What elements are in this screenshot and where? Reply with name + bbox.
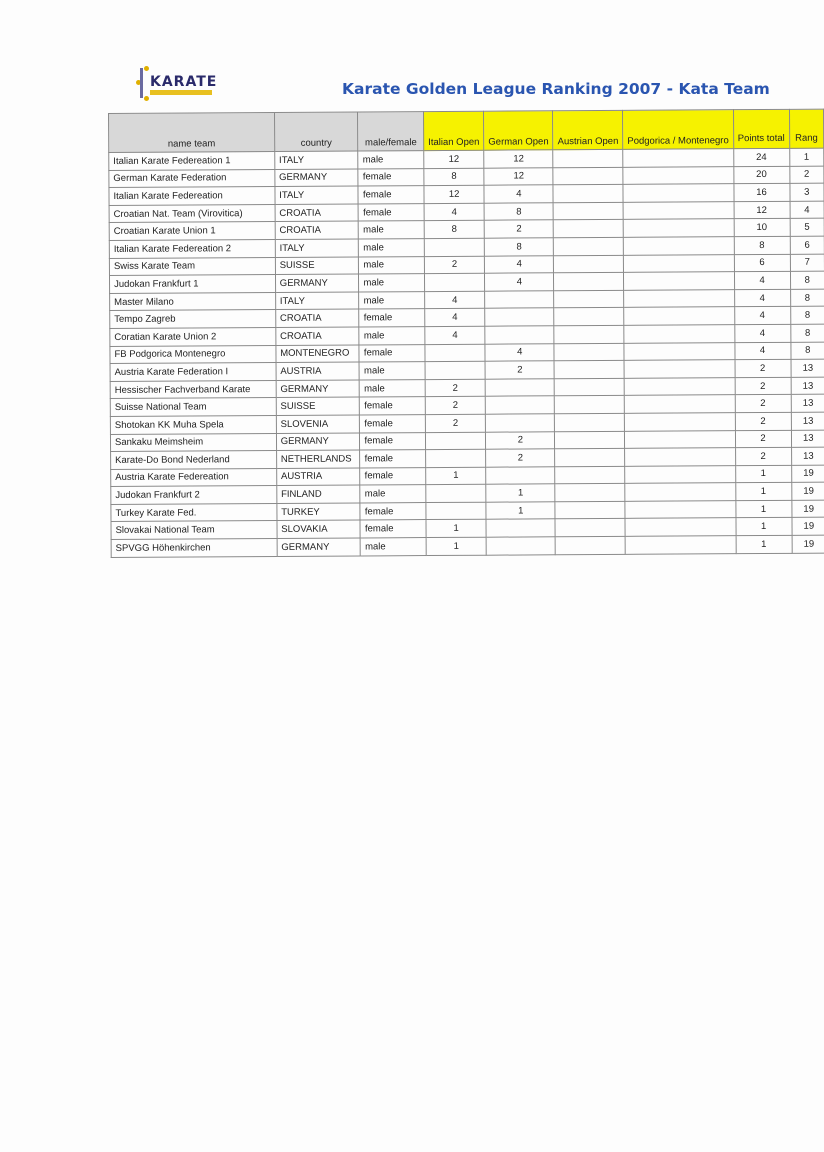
austrian-open-points: [554, 308, 624, 326]
austrian-open-points: [554, 255, 624, 273]
country-cell: AUSTRIA: [276, 362, 360, 380]
country-cell: ITALY: [275, 292, 359, 310]
german-open-points: 1: [486, 484, 555, 502]
italian-open-points: 8: [424, 221, 484, 239]
team-name-cell: Karate-Do Bond Nederland: [111, 451, 277, 470]
team-name-cell: Shotokan KK Muha Spela: [110, 415, 276, 434]
podgorica-points: [624, 272, 735, 290]
country-cell: GERMANY: [276, 380, 360, 398]
header-rank: Rang: [789, 109, 824, 148]
podgorica-points: [625, 465, 736, 483]
country-cell: CROATIA: [275, 221, 359, 239]
italian-open-points: [424, 273, 484, 291]
italian-open-points: [425, 432, 485, 450]
sex-cell: male: [359, 362, 425, 380]
page-title: Karate Golden League Ranking 2007 - Kata Team: [342, 80, 770, 98]
austrian-open-points: [555, 413, 625, 431]
sex-cell: female: [360, 502, 426, 520]
ranking-table: [108, 109, 824, 558]
podgorica-points: [625, 448, 736, 466]
podgorica-points: [624, 377, 735, 395]
podgorica-points: [625, 483, 736, 501]
german-open-points: [486, 466, 555, 484]
podgorica-points: [625, 501, 736, 519]
sex-cell: female: [360, 432, 426, 450]
german-open-points: [486, 414, 555, 432]
austrian-open-points: [555, 519, 625, 537]
italian-open-points: 8: [424, 168, 484, 186]
points-total-cell: 24: [733, 148, 789, 166]
italian-open-points: 1: [426, 467, 486, 485]
italian-open-points: [426, 502, 486, 520]
country-cell: GERMANY: [277, 538, 361, 556]
team-name-cell: Hessischer Fachverband Karate: [110, 380, 276, 399]
german-open-points: 12: [484, 167, 553, 185]
austrian-open-points: [553, 167, 623, 185]
german-open-points: 8: [484, 203, 553, 221]
rank-cell: 8: [790, 342, 824, 360]
austrian-open-points: [554, 220, 624, 238]
sex-cell: female: [360, 414, 426, 432]
team-name-cell: Sankaku Meimsheim: [110, 433, 276, 452]
team-name-cell: Italian Karate Federeation: [109, 187, 275, 206]
italian-open-points: 4: [425, 291, 485, 309]
italian-open-points: 1: [426, 520, 486, 538]
german-open-points: 8: [484, 238, 553, 256]
points-total-cell: 2: [735, 430, 791, 448]
points-total-cell: 2: [735, 447, 791, 465]
italian-open-points: 1: [426, 537, 486, 555]
logo-band: [150, 90, 212, 95]
country-cell: SLOVENIA: [276, 415, 360, 433]
italian-open-points: 4: [425, 309, 485, 327]
italian-open-points: [424, 238, 484, 256]
austrian-open-points: [554, 273, 624, 291]
rank-cell: 19: [791, 500, 824, 518]
points-total-cell: 1: [736, 535, 792, 553]
team-name-cell: German Karate Federation: [109, 169, 275, 188]
podgorica-points: [625, 536, 736, 554]
team-name-cell: SPVGG Höhenkirchen: [111, 539, 277, 558]
team-name-cell: Slovakai National Team: [111, 521, 277, 540]
sex-cell: female: [359, 309, 425, 327]
italian-open-points: [426, 449, 486, 467]
points-total-cell: 2: [735, 377, 791, 395]
austrian-open-points: [555, 378, 625, 396]
points-total-cell: 16: [734, 184, 790, 202]
podgorica-points: [623, 184, 734, 202]
austrian-open-points: [555, 501, 625, 519]
team-name-cell: Italian Karate Federeation 2: [109, 239, 275, 258]
logo-text: KARATE: [150, 74, 218, 90]
points-total-cell: 4: [734, 289, 790, 307]
german-open-points: 2: [486, 431, 555, 449]
country-cell: GERMANY: [275, 274, 359, 292]
austrian-open-points: [555, 431, 625, 449]
rank-cell: 13: [791, 377, 824, 395]
points-total-cell: 2: [735, 359, 791, 377]
podgorica-points: [625, 430, 736, 448]
header-austrian-open: Austrian Open: [553, 110, 623, 149]
rank-cell: 13: [791, 430, 824, 448]
rank-cell: 8: [790, 271, 824, 289]
country-cell: SUISSE: [276, 397, 360, 415]
podgorica-points: [624, 307, 735, 325]
rank-cell: 8: [790, 306, 824, 324]
sex-cell: male: [358, 151, 424, 169]
italian-open-points: 4: [425, 326, 485, 344]
country-cell: TURKEY: [277, 503, 361, 521]
team-name-cell: Judokan Frankfurt 1: [109, 275, 275, 294]
podgorica-points: [624, 325, 735, 343]
german-open-points: [485, 396, 554, 414]
country-cell: SLOVAKIA: [277, 520, 361, 538]
german-open-points: 2: [486, 449, 555, 467]
rank-cell: 6: [790, 236, 824, 254]
sex-cell: male: [359, 291, 425, 309]
table-header-row: [109, 109, 824, 152]
rank-cell: 7: [790, 254, 824, 272]
points-total-cell: 6: [734, 254, 790, 272]
sex-cell: female: [360, 450, 426, 468]
points-total-cell: 4: [734, 307, 790, 325]
country-cell: AUSTRIA: [276, 468, 360, 486]
header-country: country: [274, 112, 358, 152]
points-total-cell: 10: [734, 219, 790, 237]
austrian-open-points: [554, 290, 624, 308]
german-open-points: [485, 326, 554, 344]
sex-cell: male: [359, 327, 425, 345]
austrian-open-points: [554, 343, 624, 361]
austrian-open-points: [555, 448, 625, 466]
podgorica-points: [624, 254, 735, 272]
austrian-open-points: [553, 185, 623, 203]
italian-open-points: [426, 484, 486, 502]
table-row: [111, 535, 824, 557]
rank-cell: 19: [791, 465, 824, 483]
karate-logo: [136, 66, 220, 106]
podgorica-points: [624, 342, 735, 360]
rank-cell: 13: [791, 447, 824, 465]
italian-open-points: [425, 344, 485, 362]
country-cell: ITALY: [274, 151, 358, 169]
team-name-cell: Coratian Karate Union 2: [110, 327, 276, 346]
sex-cell: male: [359, 256, 425, 274]
sex-cell: female: [360, 397, 426, 415]
header-german-open: German Open: [484, 111, 553, 150]
austrian-open-points: [553, 202, 623, 220]
german-open-points: [485, 291, 554, 309]
team-name-cell: Austria Karate Federeation: [111, 468, 277, 487]
italian-open-points: [425, 361, 485, 379]
header-name-team: name team: [109, 112, 275, 152]
german-open-points: 1: [486, 502, 555, 520]
points-total-cell: 1: [735, 465, 791, 483]
sex-cell: female: [358, 203, 424, 221]
points-total-cell: 12: [734, 201, 790, 219]
podgorica-points: [623, 201, 734, 219]
sex-cell: female: [360, 467, 426, 485]
sex-cell: male: [359, 274, 425, 292]
points-total-cell: 1: [735, 500, 791, 518]
country-cell: GERMANY: [276, 432, 360, 450]
points-total-cell: 4: [734, 324, 790, 342]
team-name-cell: FB Podgorica Montenegro: [110, 345, 276, 364]
sex-cell: female: [358, 186, 424, 204]
rank-cell: 8: [790, 289, 824, 307]
rank-cell: 4: [790, 201, 824, 219]
rank-cell: 19: [791, 482, 824, 500]
rank-cell: 2: [789, 166, 824, 184]
podgorica-points: [625, 413, 736, 431]
team-name-cell: Croatian Karate Union 1: [109, 222, 275, 241]
country-cell: CROATIA: [275, 309, 359, 327]
sex-cell: male: [360, 379, 426, 397]
german-open-points: 2: [485, 361, 554, 379]
country-cell: ITALY: [275, 186, 359, 204]
rank-cell: 5: [790, 219, 824, 237]
podgorica-points: [623, 237, 734, 255]
points-total-cell: 4: [734, 271, 790, 289]
country-cell: SUISSE: [275, 257, 359, 275]
italian-open-points: 2: [425, 397, 485, 415]
podgorica-points: [624, 395, 735, 413]
sex-cell: female: [359, 344, 425, 362]
sex-cell: male: [360, 485, 426, 503]
country-cell: CROATIA: [276, 327, 360, 345]
points-total-cell: 1: [735, 483, 791, 501]
sex-cell: male: [359, 221, 425, 239]
team-name-cell: Turkey Karate Fed.: [111, 503, 277, 522]
rank-cell: 8: [790, 324, 824, 342]
italian-open-points: 12: [424, 150, 484, 168]
country-cell: ITALY: [275, 239, 359, 257]
austrian-open-points: [554, 360, 624, 378]
podgorica-points: [624, 289, 735, 307]
rank-cell: 13: [791, 359, 824, 377]
italian-open-points: 4: [424, 203, 484, 221]
german-open-points: 4: [485, 273, 554, 291]
points-total-cell: 20: [733, 166, 789, 184]
german-open-points: [486, 537, 555, 555]
rank-cell: 19: [792, 535, 824, 553]
german-open-points: 4: [484, 185, 553, 203]
team-name-cell: Austria Karate Federation I: [110, 363, 276, 382]
team-name-cell: Judokan Frankfurt 2: [111, 486, 277, 505]
team-name-cell: Tempo Zagreb: [110, 310, 276, 329]
italian-open-points: 2: [425, 379, 485, 397]
sex-cell: male: [361, 538, 427, 556]
header-sex: male/female: [358, 112, 424, 151]
header-podgorica: Podgorica / Montenegro: [623, 110, 734, 150]
austrian-open-points: [555, 484, 625, 502]
german-open-points: 2: [484, 220, 553, 238]
team-name-cell: Swiss Karate Team: [109, 257, 275, 276]
german-open-points: [486, 519, 555, 537]
sex-cell: female: [358, 168, 424, 186]
header-italian-open: Italian Open: [423, 111, 483, 150]
points-total-cell: 8: [734, 236, 790, 254]
podgorica-points: [623, 166, 734, 184]
austrian-open-points: [554, 237, 624, 255]
podgorica-points: [624, 360, 735, 378]
podgorica-points: [623, 149, 734, 167]
points-total-cell: 2: [735, 395, 791, 413]
sex-cell: male: [359, 239, 425, 257]
rank-cell: 13: [791, 394, 824, 412]
german-open-points: 12: [484, 150, 553, 168]
austrian-open-points: [555, 396, 625, 414]
austrian-open-points: [553, 149, 623, 167]
german-open-points: 4: [485, 255, 554, 273]
italian-open-points: 2: [424, 256, 484, 274]
country-cell: NETHERLANDS: [276, 450, 360, 468]
team-name-cell: Italian Karate Federeation 1: [109, 151, 275, 170]
italian-open-points: 2: [425, 414, 485, 432]
austrian-open-points: [555, 466, 625, 484]
country-cell: CROATIA: [275, 204, 359, 222]
austrian-open-points: [554, 325, 624, 343]
german-open-points: [485, 308, 554, 326]
rank-cell: 13: [791, 412, 824, 430]
country-cell: MONTENEGRO: [276, 345, 360, 363]
points-total-cell: 1: [736, 518, 792, 536]
team-name-cell: Master Milano: [110, 292, 276, 311]
podgorica-points: [623, 219, 734, 237]
rank-cell: 3: [790, 183, 824, 201]
austrian-open-points: [556, 536, 626, 554]
header-points-total: Points total: [733, 109, 789, 148]
country-cell: FINLAND: [277, 485, 361, 503]
german-open-points: 4: [485, 343, 554, 361]
points-total-cell: 2: [735, 412, 791, 430]
rank-cell: 1: [789, 148, 824, 166]
sex-cell: female: [360, 520, 426, 538]
italian-open-points: 12: [424, 185, 484, 203]
table-body: [109, 148, 824, 557]
german-open-points: [485, 378, 554, 396]
team-name-cell: Suisse National Team: [110, 398, 276, 417]
country-cell: GERMANY: [275, 169, 359, 187]
points-total-cell: 4: [734, 342, 790, 360]
team-name-cell: Croatian Nat. Team (Virovitica): [109, 204, 275, 223]
podgorica-points: [625, 518, 736, 536]
rank-cell: 19: [792, 518, 824, 536]
